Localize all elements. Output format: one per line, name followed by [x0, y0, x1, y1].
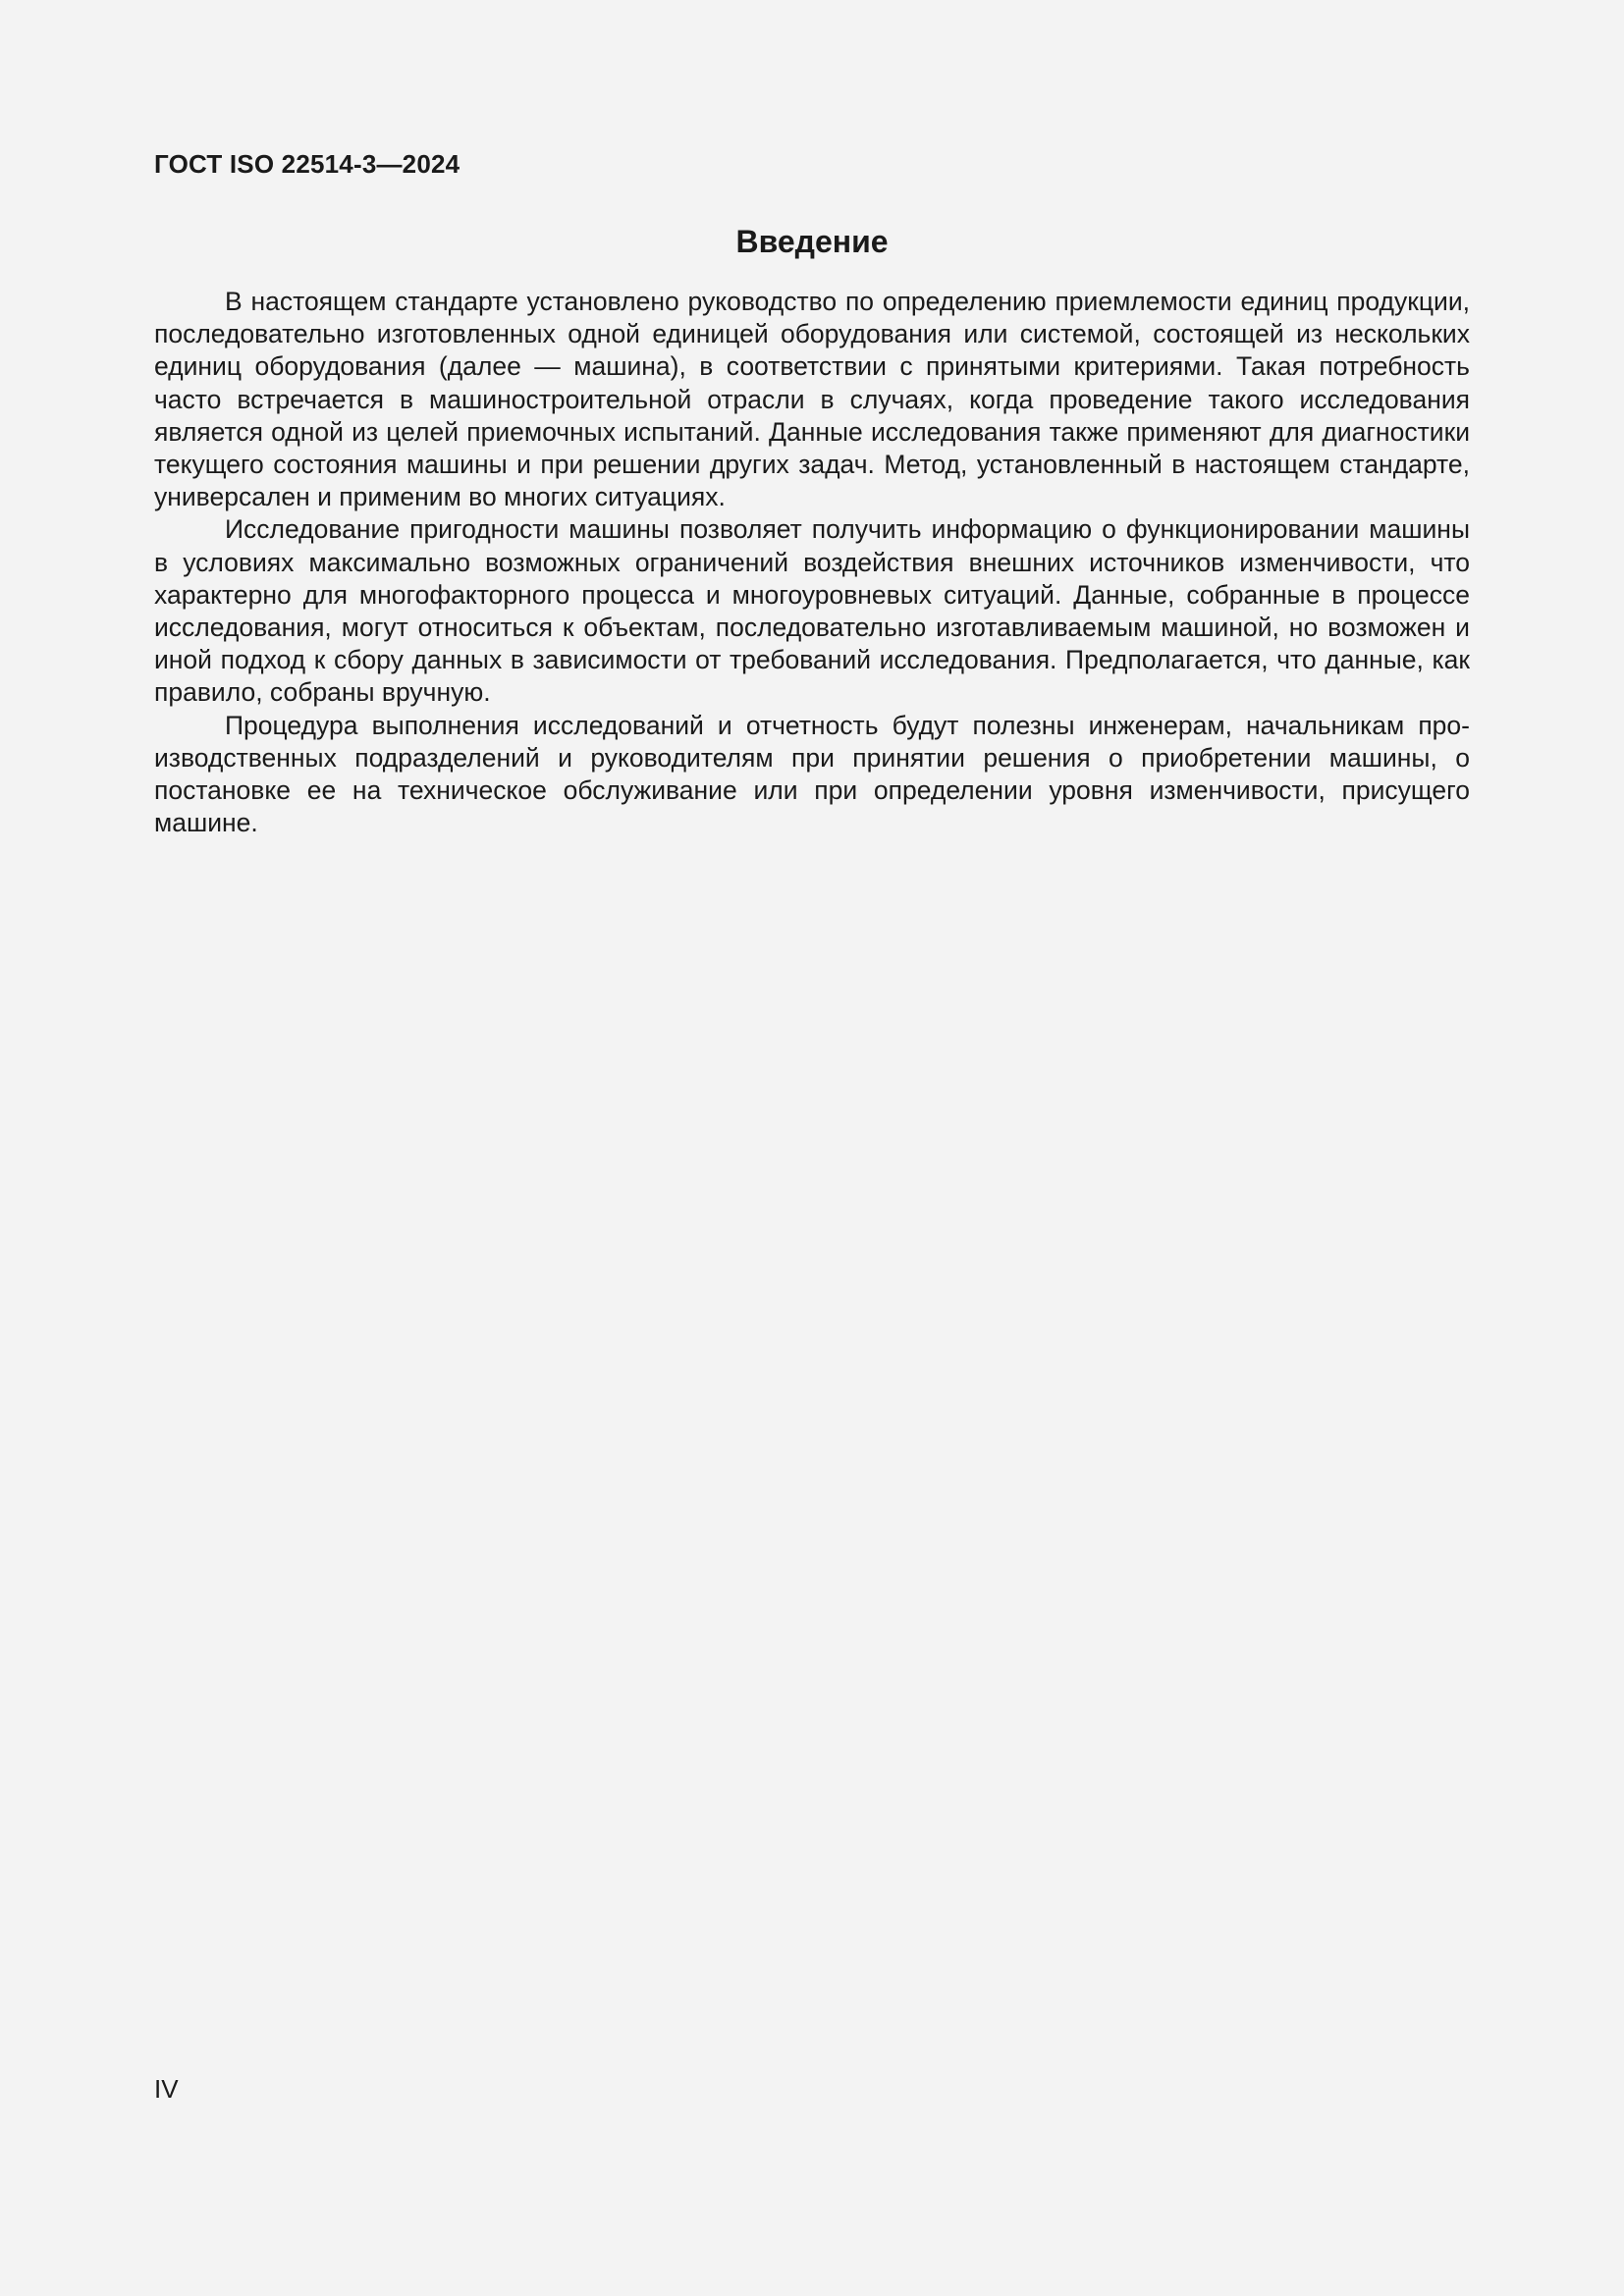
paragraph-3: Процедура выполнения исследований и отчетность будут полезны инженерам, начальникам производственных подразделений и руководителям при принятии решения о приобретении машины, о постановке ее на техническое обслуживание или при определении уровня изменчивости, присущего машине. [154, 710, 1470, 838]
section-title: Введение [735, 224, 889, 259]
paragraph-1: В настоящем стандарте установлено руководство по определению приемлемости единиц продукции, последовательно изготовленных одной единицей оборудования или системой, состоящей из нескольких единиц оборудования (далее — машина), в соответствии с принятыми критериями. Такая потребность часто встречается в машиностроительной отрасли в случаях, когда проведение такого исследования является одной из целей приемочных испытаний. Данные исследования также применяют для диагностики текущего состояния машины и при решении других задач. Метод, установленный в настоящем стандарте, универсален и применим во многих ситуациях. [154, 287, 1470, 512]
paragraph-2: Исследование пригодности машины позволяет получить информацию о функционировании машины в условиях максимально возможных ограничений воздействия внешних источников изменчивости, что характерно для многофакторного процесса и многоуровневых ситуаций. Данные, собранные в процессе исследования, могут относиться к объектам, последовательно изготавливаемым машиной, но возможен и иной подход к сбору данных в зависимости от требований исследования. Предполагается, что данные, как правило, собраны вручную. [154, 514, 1470, 708]
section-body [154, 286, 1470, 839]
document-code: ГОСТ ISO 22514-3—2024 [154, 149, 460, 179]
page-number: IV [154, 2074, 179, 2104]
